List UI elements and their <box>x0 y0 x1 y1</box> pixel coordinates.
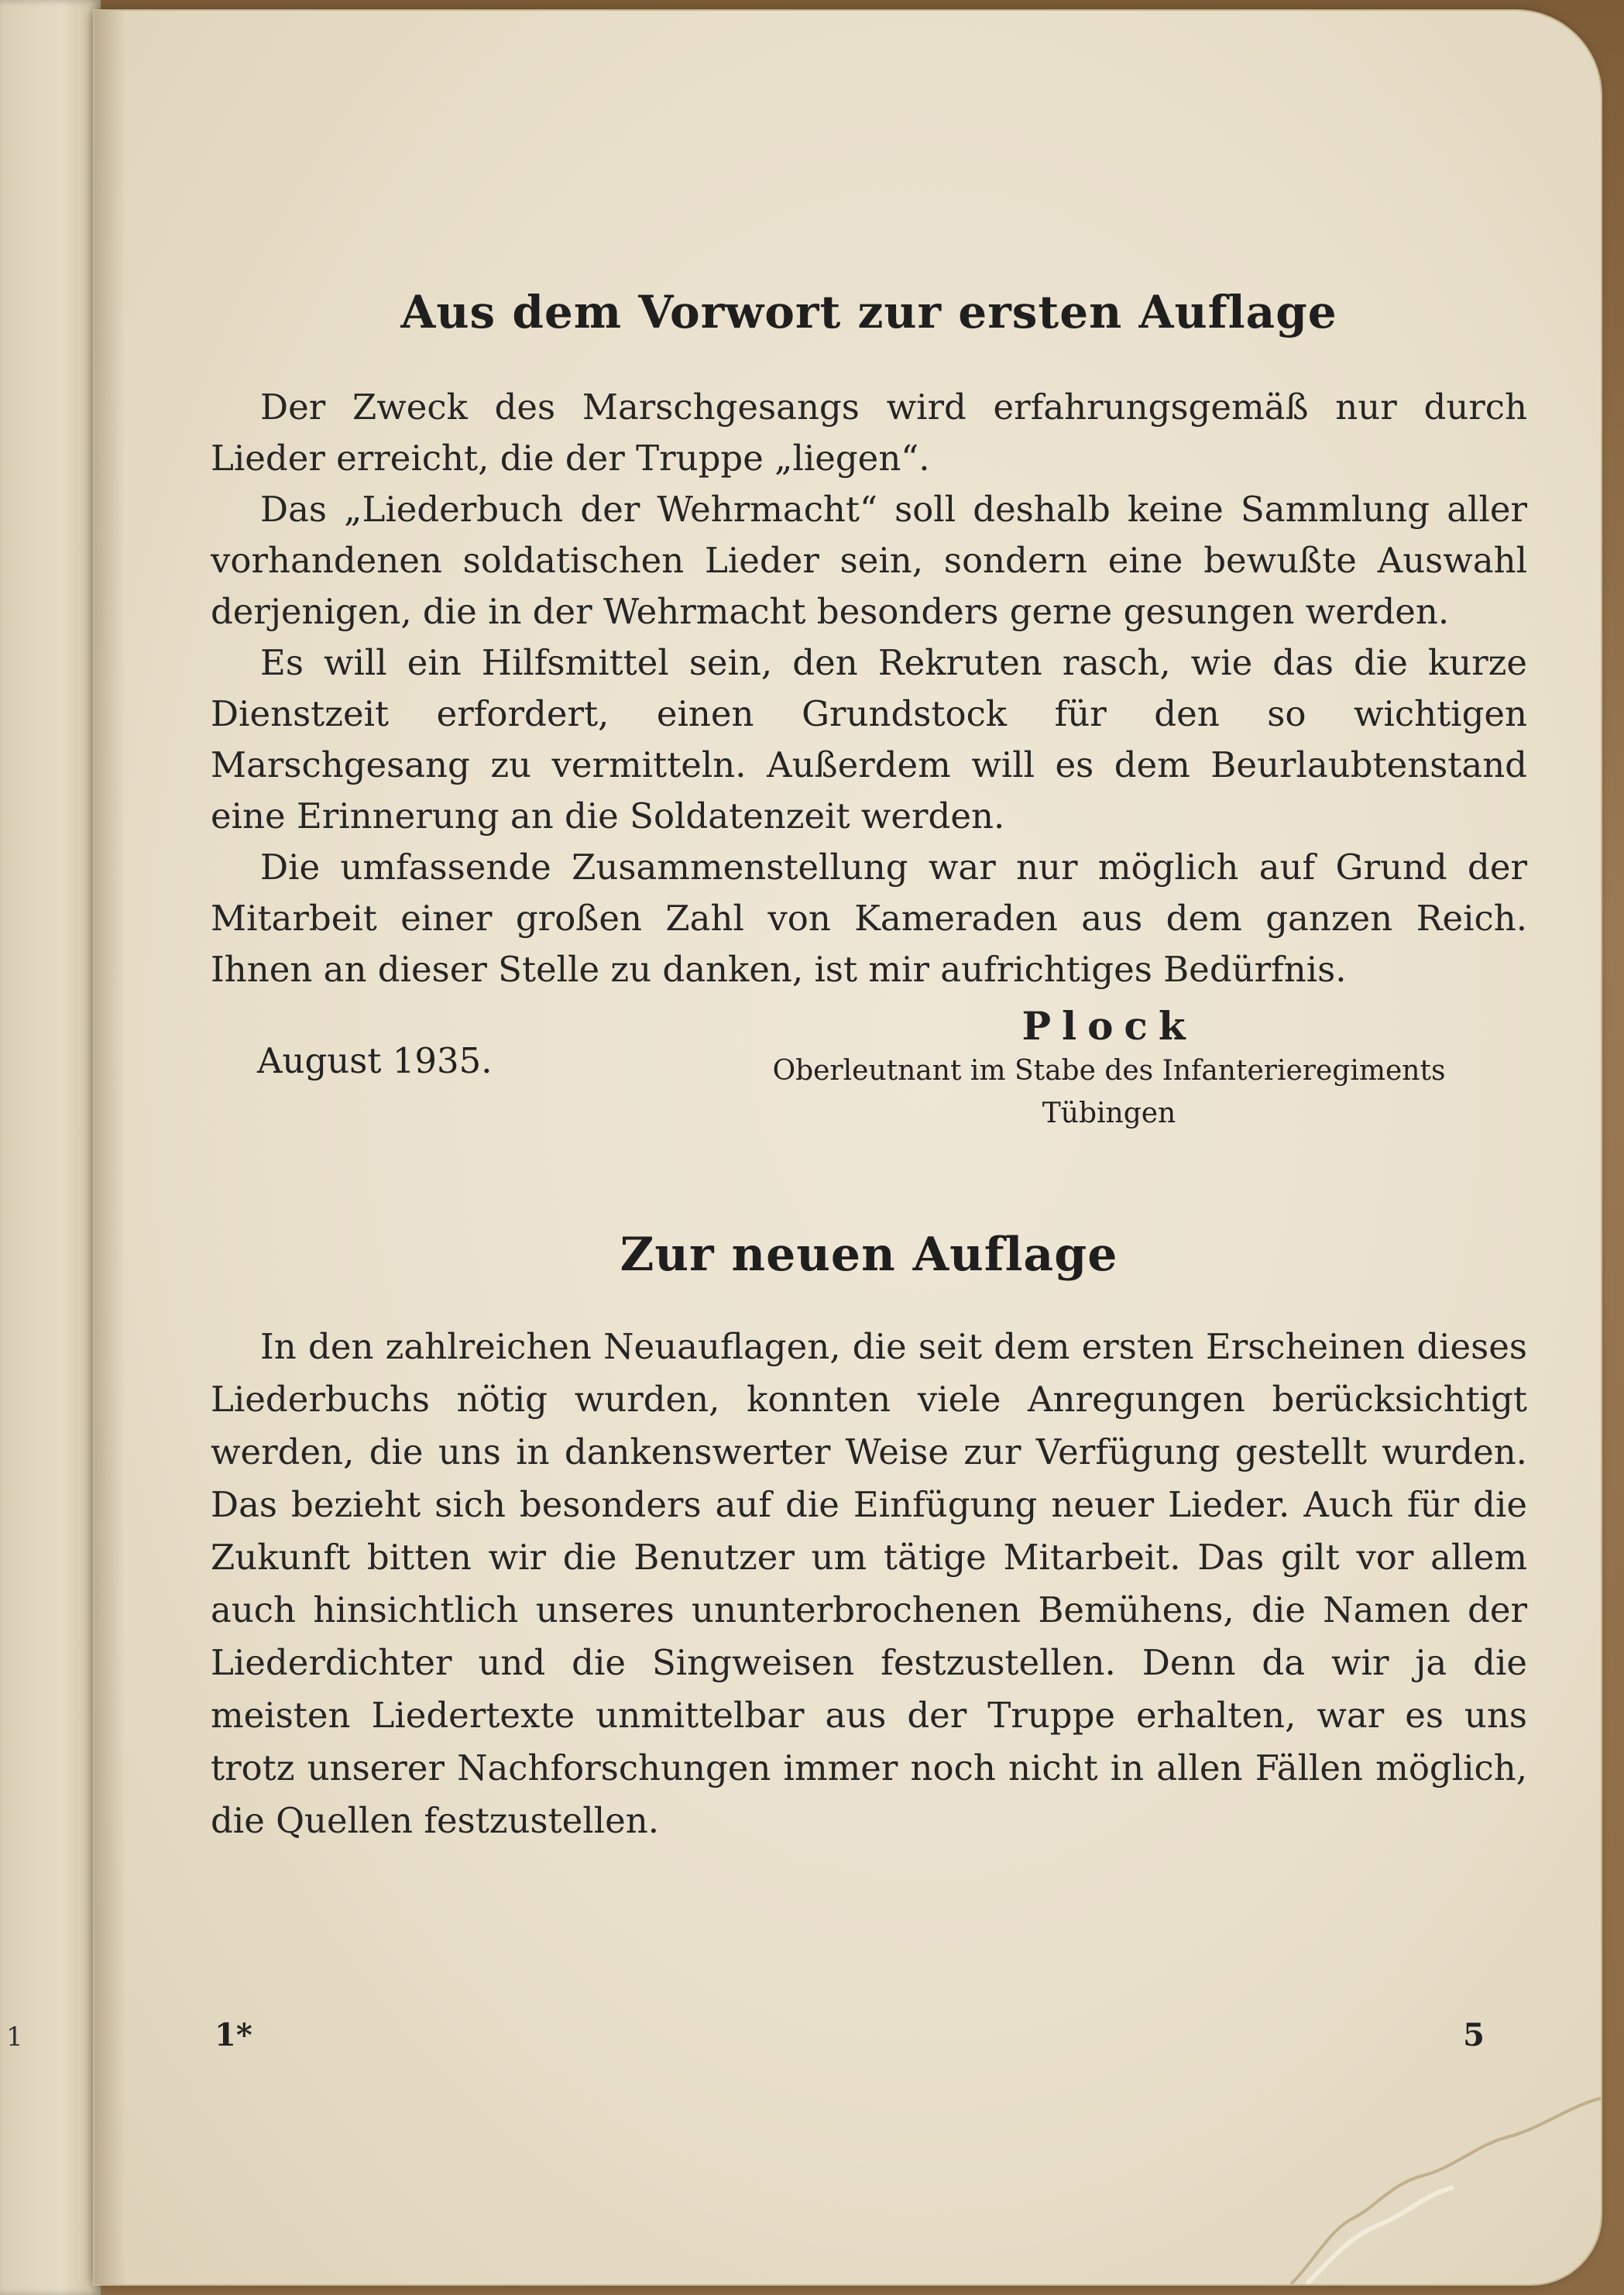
signer-title-line-1: Oberleutnant im Stabe des Infanterieregiments <box>772 1055 1446 1087</box>
page-content <box>211 286 1527 1847</box>
previous-page-edge <box>0 0 101 2295</box>
signer <box>691 1003 1527 1135</box>
foreword-section <box>211 286 1527 1139</box>
gutter-shadow <box>94 11 125 2284</box>
signer-title-line-2: Tübingen <box>1042 1098 1176 1129</box>
foreword-date: August 1935. <box>257 1040 493 1081</box>
new-edition-heading: Zur neuen Auflage <box>620 1228 1118 1282</box>
page-number: 5 <box>1463 2017 1485 2053</box>
signature-mark: 1* <box>215 2017 252 2053</box>
signer-name: Plock <box>1021 1003 1197 1049</box>
foreword-heading: Aus dem Vorwort zur ersten Auflage <box>400 286 1337 338</box>
foreword-paragraph-4: Die umfassende Zusammenstellung war nur möglich auf Grund der Mitarbeit einer großen Zahl von Kameraden aus dem ganzen Reich. Ihnen an dieser Stelle zu danken, ist mir aufrichtiges Bedürfnis. <box>211 847 1527 990</box>
foreword-paragraph-2: Das „Liederbuch der Wehrmacht“ soll deshalb keine Sammlung aller vorhandenen soldatischen Lieder sein, sondern eine bewußte Auswahl derjenigen, die in der Wehrmacht besonders gerne gesungen werden. <box>211 489 1527 632</box>
foreword-paragraph-1: Der Zweck des Marschgesangs wird erfahrungsgemäß nur durch Lieder erreicht, die der Truppe „liegen“. <box>211 387 1527 479</box>
previous-page-number: 1 <box>6 2022 23 2053</box>
foreword-paragraph-3: Es will ein Hilfsmittel sein, den Rekruten rasch, wie das die kurze Dienstzeit erfordert, einen Grundstock für den so wichtigen Marschgesang zu vermitteln. Außerdem will es dem Beurlaubtenstand eine Erinnerung an die Soldatenzeit werden. <box>211 642 1527 837</box>
new-edition-paragraph: In den zahlreichen Neuauflagen, die seit dem ersten Erscheinen dieses Liederbuchs nötig wurden, konnten viele Anregungen berücksichtigt werden, die uns in dankenswerter Weise zur Verfügung gestellt wurden. Das bezieht sich besonders auf die Einfügung neuer Lieder. Auch für die Zukunft bitten wir die Benutzer um tätige Mitarbeit. Das gilt vor allem auch hinsichtlich unseres ununterbrochenen Bemühens, die Namen der Liederdichter und die Singweisen festzustellen. Denn da wir ja die meisten Liedertexte unmittelbar aus der Truppe erhalten, war es uns trotz unserer Nachforschungen immer noch nicht in allen Fällen möglich, die Quellen festzustellen. <box>211 1326 1527 1841</box>
signature-block <box>211 1003 1527 1139</box>
new-edition-section <box>211 1228 1527 1847</box>
torn-corner-mark <box>1260 2029 1601 2284</box>
book-page <box>94 11 1601 2284</box>
